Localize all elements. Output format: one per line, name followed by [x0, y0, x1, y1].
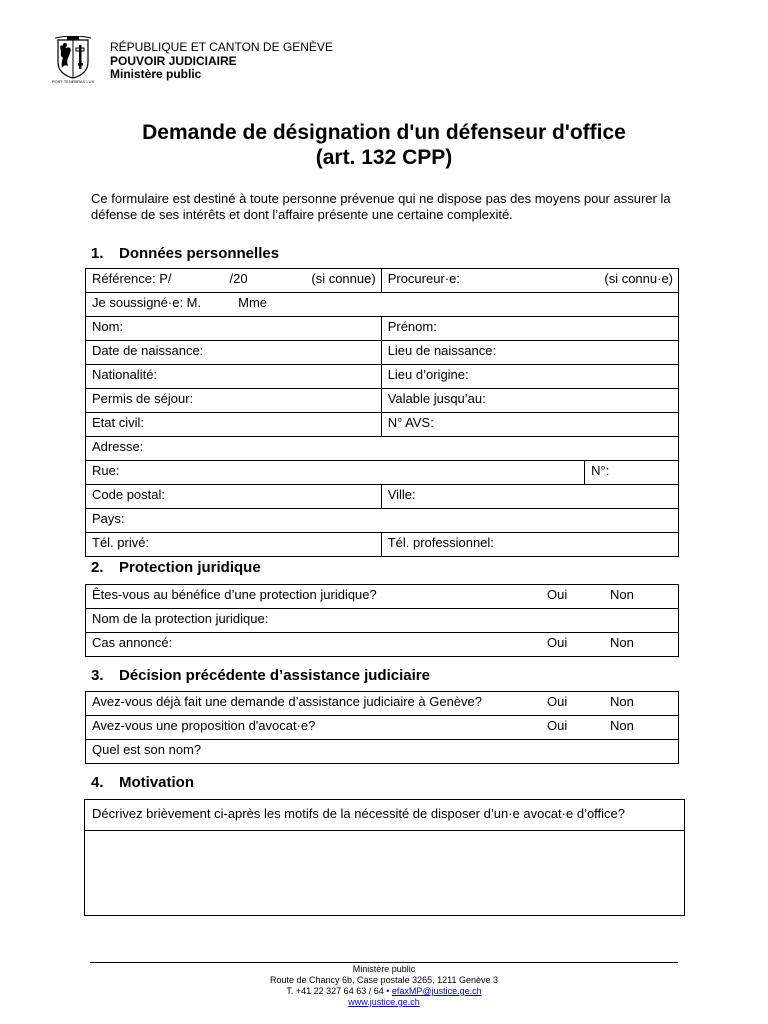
previous-decision-table — [85, 691, 679, 764]
logo-motto: POST TENEBRAS LUX — [51, 79, 95, 84]
office-name: Ministère public — [110, 67, 202, 81]
lawyer-name-field[interactable] — [86, 740, 679, 764]
procureur-label: Procureur·e: — [387, 271, 460, 286]
protection-question-row — [86, 585, 679, 609]
institution-header — [110, 41, 333, 82]
mme-label: Mme — [238, 295, 267, 310]
code-postal-label: Code postal: — [92, 487, 165, 502]
section-3-heading — [91, 667, 430, 684]
protection-name-field[interactable] — [86, 609, 679, 633]
etat-civil-field[interactable] — [86, 413, 382, 437]
permis-field[interactable] — [86, 389, 382, 413]
tel-pro-label: Tél. professionnel: — [387, 535, 494, 550]
section-number: 2. — [91, 559, 104, 576]
tel-prive-label: Tél. privé: — [92, 535, 150, 550]
protection-question: Êtes-vous au bénéfice d’une protection juridique? — [92, 587, 377, 602]
lieu-naissance-label: Lieu de naissance: — [387, 343, 497, 358]
oui-option[interactable]: Oui — [547, 587, 568, 602]
footer-divider — [90, 962, 678, 963]
personal-data-table — [85, 268, 679, 557]
pays-label: Pays: — [92, 511, 125, 526]
nom-field[interactable] — [86, 317, 382, 341]
previous-request-question: Avez-vous déjà fait une demande d’assistance judiciaire à Genève? — [92, 694, 482, 709]
numero-label: N°: — [591, 463, 610, 478]
ville-label: Ville: — [387, 487, 416, 502]
prenom-label: Prénom: — [387, 319, 437, 334]
non-option[interactable]: Non — [610, 587, 634, 602]
nationalite-label: Nationalité: — [92, 367, 158, 382]
coat-of-arms-icon — [52, 36, 94, 84]
protection-name-label: Nom de la protection juridique: — [92, 611, 269, 626]
section-number: 4. — [91, 774, 104, 791]
soussigne-field[interactable] — [86, 293, 679, 317]
procureur-field[interactable] — [381, 269, 678, 293]
reference-year-label: /20 — [229, 271, 248, 286]
procureur-note: (si connu·e) — [604, 271, 673, 286]
cas-annonce-row — [86, 633, 679, 657]
etat-civil-label: Etat civil: — [92, 415, 145, 430]
reference-note: (si connue) — [311, 271, 376, 286]
intro-text: Ce formulaire est destiné à toute personne prévenue qui ne dispose pas des moyens pour assurer la défense de ses intérêts et dont l’affaire présente une certaine complexité. — [91, 191, 671, 222]
lieu-origine-field[interactable] — [381, 365, 678, 389]
numero-field[interactable] — [585, 461, 679, 485]
non-option[interactable]: Non — [610, 694, 634, 709]
valable-label: Valable jusqu’au: — [387, 391, 486, 406]
permis-label: Permis de séjour: — [92, 391, 194, 406]
section-title: Décision précédente d’assistance judiciaire — [119, 667, 430, 684]
footer-email-link[interactable]: efaxMP@justice.ge.ch — [391, 986, 482, 996]
footer-office: Ministère public — [352, 964, 416, 974]
reference-field[interactable] — [86, 269, 382, 293]
republic-name: RÉPUBLIQUE ET CANTON DE GENÈVE — [110, 40, 333, 54]
oui-option[interactable]: Oui — [547, 718, 568, 733]
adresse-label: Adresse: — [92, 439, 144, 454]
date-naissance-label: Date de naissance: — [92, 343, 204, 358]
motivation-prompt — [85, 800, 685, 831]
motivation-textarea[interactable] — [85, 831, 685, 916]
section-number: 3. — [91, 667, 104, 684]
section-1-heading — [91, 245, 279, 262]
geneva-coat-of-arms-logo — [52, 36, 94, 84]
code-postal-field[interactable] — [86, 485, 382, 509]
page-title: Demande de désignation d'un défenseur d'office — [142, 121, 626, 144]
pays-field[interactable] — [86, 509, 679, 533]
tel-prive-field[interactable] — [86, 533, 382, 557]
legal-protection-table — [85, 584, 679, 657]
oui-option[interactable]: Oui — [547, 635, 568, 650]
rue-label: Rue: — [92, 463, 120, 478]
valable-field[interactable] — [381, 389, 678, 413]
section-2-heading — [91, 559, 261, 576]
motivation-prompt-text: Décrivez brièvement ci-après les motifs de la nécessité de disposer d’un·e avocat·e d’office? — [92, 806, 626, 821]
lieu-origine-label: Lieu d’origine: — [387, 367, 469, 382]
section-number: 1. — [91, 245, 104, 262]
footer-website-link[interactable]: www.justice.ge.ch — [348, 997, 420, 1007]
footer-address: Route de Chancy 6b, Case postale 3265, 1211 Genève 3 — [270, 975, 498, 985]
lawyer-proposal-question: Avez-vous une proposition d'avocat·e? — [92, 718, 316, 733]
nom-label: Nom: — [92, 319, 124, 334]
cas-annonce-label: Cas annoncé: — [92, 635, 173, 650]
section-title: Données personnelles — [119, 245, 280, 262]
footer-separator: • — [386, 986, 390, 996]
footer — [0, 964, 768, 1008]
nationalite-field[interactable] — [86, 365, 382, 389]
section-4-heading — [91, 774, 194, 791]
lawyer-name-label: Quel est son nom? — [92, 742, 202, 757]
judiciary-name: POUVOIR JUDICIAIRE — [110, 53, 237, 68]
ville-field[interactable] — [381, 485, 678, 509]
footer-phone: T. +41 22 327 64 63 / 64 — [286, 986, 384, 996]
non-option[interactable]: Non — [610, 635, 634, 650]
footer-contact — [0, 986, 768, 997]
previous-request-row — [86, 692, 679, 716]
oui-option[interactable]: Oui — [547, 694, 568, 709]
adresse-field[interactable] — [86, 437, 679, 461]
date-naissance-field[interactable] — [86, 341, 382, 365]
soussigne-label: Je soussigné·e: M. — [92, 295, 202, 310]
lieu-naissance-field[interactable] — [381, 341, 678, 365]
lawyer-proposal-row — [86, 716, 679, 740]
reference-label: Référence: P/ — [92, 271, 172, 286]
section-title: Motivation — [119, 774, 194, 791]
avs-label: N° AVS: — [387, 415, 434, 430]
non-option[interactable]: Non — [610, 718, 634, 733]
motivation-table — [84, 799, 685, 916]
section-title: Protection juridique — [119, 559, 261, 576]
tel-pro-field[interactable] — [381, 533, 678, 557]
avs-field[interactable] — [381, 413, 678, 437]
page-subtitle: (art. 132 CPP) — [315, 146, 453, 169]
rue-field[interactable] — [86, 461, 585, 485]
prenom-field[interactable] — [381, 317, 678, 341]
